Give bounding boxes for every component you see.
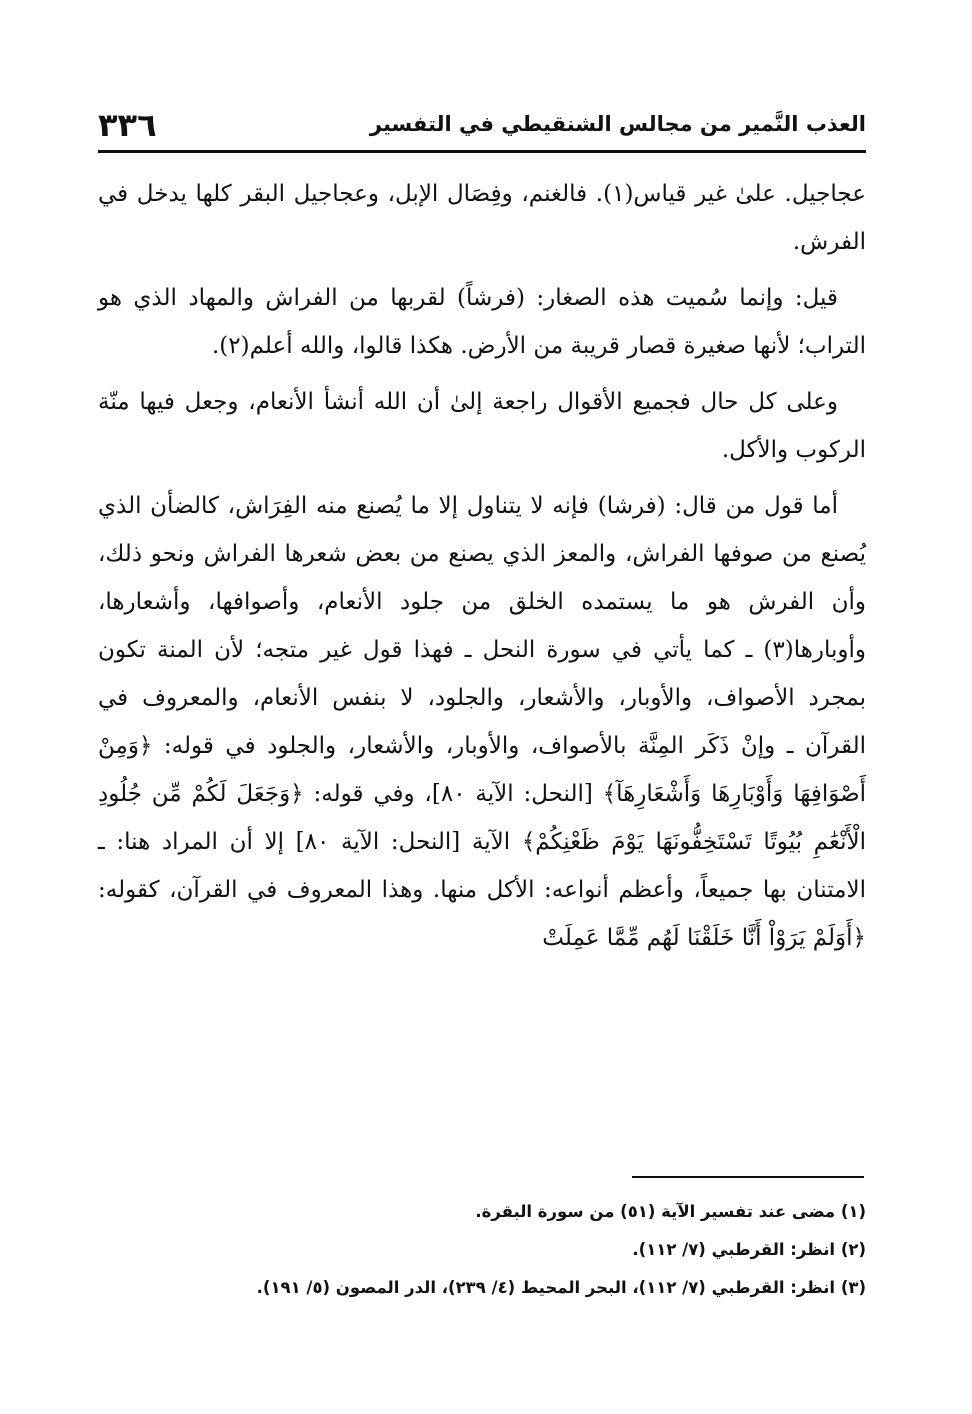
footnote-divider — [632, 1176, 864, 1178]
footnotes — [98, 1193, 866, 1307]
paragraph-3: وعلى كل حال فجميع الأقوال راجعة إلىٰ أن الله أنشأ الأنعام، وجعل فيها منّة الركوب والأكل. — [98, 389, 866, 463]
page-number: ٣٣٦ — [98, 106, 157, 144]
paragraph-1: عجاجيل. علىٰ غير قياس(١). فالغنم، وفِصَال الإبل، وعجاجيل البقر كلها يدخل في الفرش. — [98, 181, 866, 255]
footnote-3: (٣) انظر: القرطبي (٧/ ١١٢)، البحر المحيط (٤/ ٢٣٩)، الدر المصون (٥/ ١٩١). — [256, 1278, 866, 1297]
body-text — [98, 170, 866, 970]
footnote-1: (١) مضى عند تفسير الآية (٥١) من سورة البقرة. — [475, 1202, 866, 1221]
footnote-2: (٢) انظر: القرطبي (٧/ ١١٢). — [632, 1240, 866, 1259]
paragraph-2: قيل: وإنما سُميت هذه الصغار: (فرشاً) لقربها من الفراش والمهاد الذي هو التراب؛ لأنها صغيرة قصار قريبة من الأرض. هكذا قالوا، والله أعلم(٢). — [98, 285, 866, 359]
running-header — [98, 100, 866, 153]
paragraph-4: أما قول من قال: (فرشا) فإنه لا يتناول إلا ما يُصنع منه الفِرَاش، كالضأن الذي يُصنع من صوفها الفراش، والمعز الذي يصنع من بعض شعرها الفراش ونحو ذلك، وأن الفرش هو ما يستمده الخلق من جلود الأنعام، وأصوافها، وأشعارها، وأوبارها(٣) ـ كما يأتي في سورة النحل ـ فهذا قول غير متجه؛ لأن المنة تكون بمجرد الأصواف، والأوبار، والأشعار، والجلود، لا بنفس الأنعام، والمعروف في القرآن ـ وإنْ ذَكَر المِنَّة بالأصواف، والأوبار، والأشعار، والجلود في قوله: ﴿وَمِنْ أَصْوَافِهَا وَأَوْبَارِهَا وَأَشْعَارِهَآ﴾ [النحل: الآية ٨٠]، وفي قوله: ﴿وَجَعَلَ لَكُمْ مِّن جُلُودِ الْأَنْعَٰمِ بُيُوتًا تَسْتَخِفُّونَهَا يَوْمَ ظَعْنِكُمْ﴾ الآية [النحل: الآية ٨٠] إلا أن المراد هنا: ـ الامتنان بها جميعاً، وأعظم أنواعه: الأكل منها. وهذا المعروف في القرآن، كقوله: ﴿أَوَلَمْ يَرَوْاْ أَنَّا خَلَقْنَا لَهُم مِّمَّا عَمِلَتْ — [98, 493, 867, 951]
running-header-title: العذب النَّمير من مجالس الشنقيطي في التفسير — [369, 112, 866, 137]
